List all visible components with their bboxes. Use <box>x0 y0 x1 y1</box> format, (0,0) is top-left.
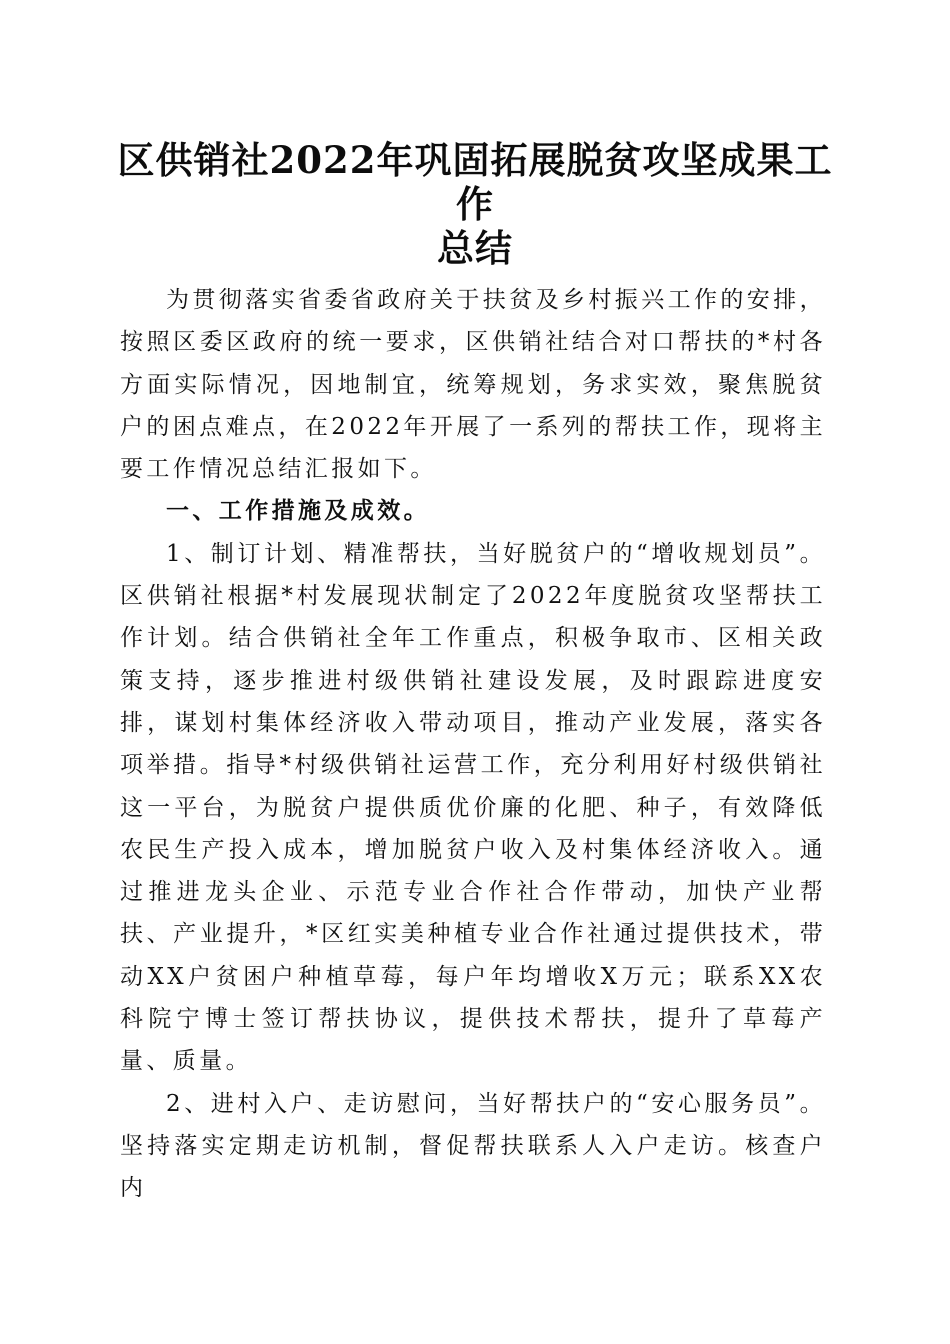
intro-paragraph: 为贯彻落实省委省政府关于扶贫及乡村振兴工作的安排，按照区委区政府的统一要求，区供销社结合对口帮扶的*村各方面实际情况，因地制宜，统筹规划，务求实效，聚焦脱贫户的困点难点，在2022年开展了一系列的帮扶工作，现将主要工作情况总结汇报如下。 <box>120 287 826 483</box>
document-title <box>100 138 850 270</box>
title-line-1: 区供销社2022年巩固拓展脱贫攻坚成果工作 <box>117 138 833 226</box>
body-paragraph-2: 2、进村入户、走访慰问，当好帮扶户的“安心服务员”。坚持落实定期走访机制，督促帮扶联系人入户走访。核查户内 <box>120 1090 826 1202</box>
body-paragraph-1: 1、制订计划、精准帮扶，当好脱贫户的“增收规划员”。区供销社根据*村发展现状制定了2022年度脱贫攻坚帮扶工作计划。结合供销社全年工作重点，积极争取市、区相关政策支持，逐步推进村级供销社建设发展，及时跟踪进度安排，谋划村集体经济收入带动项目，推动产业发展，落实各项举措。指导*村级供销社运营工作，充分利用好村级供销社这一平台，为脱贫户提供质优价廉的化肥、种子，有效降低农民生产投入成本，增加脱贫户收入及村集体经济收入。通过推进龙头企业、示范专业合作社合作带动，加快产业帮扶、产业提升，*区红实美种植专业合作社通过提供技术，带动XX户贫困户种植草莓，每户年均增收X万元；联系XX农科院宁博士签订帮扶协议，提供技术帮扶，提升了草莓产量、质量。 <box>120 540 826 1075</box>
section-heading: 一、工作措施及成效。 <box>166 498 430 525</box>
document-body <box>120 279 826 1210</box>
title-line-2: 总结 <box>437 226 513 270</box>
